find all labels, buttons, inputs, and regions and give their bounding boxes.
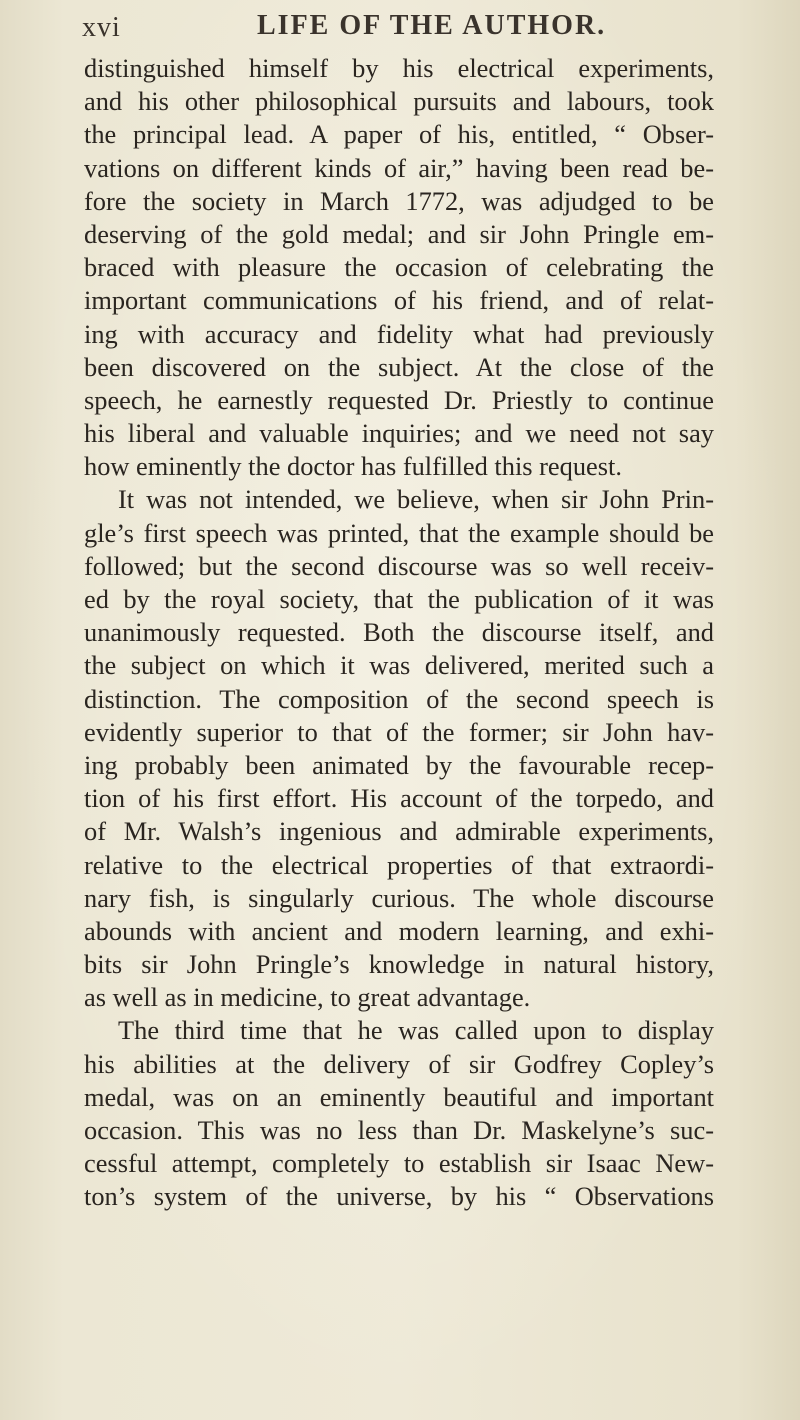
- body-text: [84, 52, 714, 1214]
- text-line: as well as in medicine, to great advantage.: [84, 982, 531, 1013]
- text-line: relative to the electrical properties of that extraordi-: [84, 849, 714, 880]
- text-line: how eminently the doctor has fulfilled this request.: [84, 451, 622, 482]
- page-header: [72, 8, 722, 48]
- text-line: medal, was on an eminently beautiful and important: [84, 1081, 714, 1112]
- text-line: abounds with ancient and modern learning, and exhi-: [84, 915, 714, 946]
- text-line: ing with accuracy and fidelity what had previously: [84, 318, 714, 349]
- text-line: nary fish, is singularly curious. The whole discourse: [84, 882, 714, 913]
- text-line: unanimously requested. Both the discourse itself, and: [84, 617, 714, 648]
- text-line: tion of his first effort. His account of the torpedo, and: [84, 783, 714, 814]
- text-line: evidently superior to that of the former; sir John hav-: [84, 716, 714, 747]
- text-line: followed; but the second discourse was so well receiv-: [84, 550, 714, 581]
- text-line: It was not intended, we believe, when sir John Prin-: [118, 484, 714, 515]
- text-line: occasion. This was no less than Dr. Maskelyne’s suc-: [84, 1115, 714, 1145]
- text-line: ing probably been animated by the favourable recep-: [84, 749, 714, 780]
- text-line: braced with pleasure the occasion of celebrating the: [84, 252, 714, 283]
- page-number: xvi: [82, 12, 121, 43]
- text-line: fore the society in March 1772, was adjudged to be: [84, 185, 714, 216]
- text-line: important communications of his friend, and of relat-: [84, 285, 714, 316]
- running-head: LIFE OF THE AUTHOR.: [257, 10, 607, 41]
- text-line: deserving of the gold medal; and sir John Pringle em-: [84, 218, 714, 249]
- text-line: been discovered on the subject. At the close of the: [84, 351, 714, 382]
- text-line: distinguished himself by his electrical experiments,: [84, 53, 714, 83]
- text-line: gle’s first speech was printed, that the example should be: [84, 517, 714, 548]
- text-line: his abilities at the delivery of sir Godfrey Copley’s: [84, 1048, 714, 1079]
- text-line: his liberal and valuable inquiries; and we need not say: [84, 418, 714, 449]
- text-line: cessful attempt, completely to establish sir Isaac New-: [84, 1148, 714, 1179]
- text-line: bits sir John Pringle’s knowledge in natural history,: [84, 949, 714, 980]
- text-line: ton’s system of the universe, by his “ Observations: [84, 1181, 714, 1212]
- text-line: the subject on which it was delivered, merited such a: [84, 650, 714, 681]
- text-line: distinction. The composition of the second speech is: [84, 683, 714, 714]
- text-line: and his other philosophical pursuits and labours, took: [84, 86, 714, 117]
- text-line: speech, he earnestly requested Dr. Priestly to continue: [84, 384, 714, 415]
- text-line: The third time that he was called upon to display: [118, 1015, 714, 1046]
- text-line: ed by the royal society, that the publication of it was: [84, 584, 714, 614]
- text-line: of Mr. Walsh’s ingenious and admirable experiments,: [84, 816, 714, 847]
- text-line: the principal lead. A paper of his, entitled, “ Obser-: [84, 119, 714, 150]
- text-line: vations on different kinds of air,” having been read be-: [84, 152, 714, 183]
